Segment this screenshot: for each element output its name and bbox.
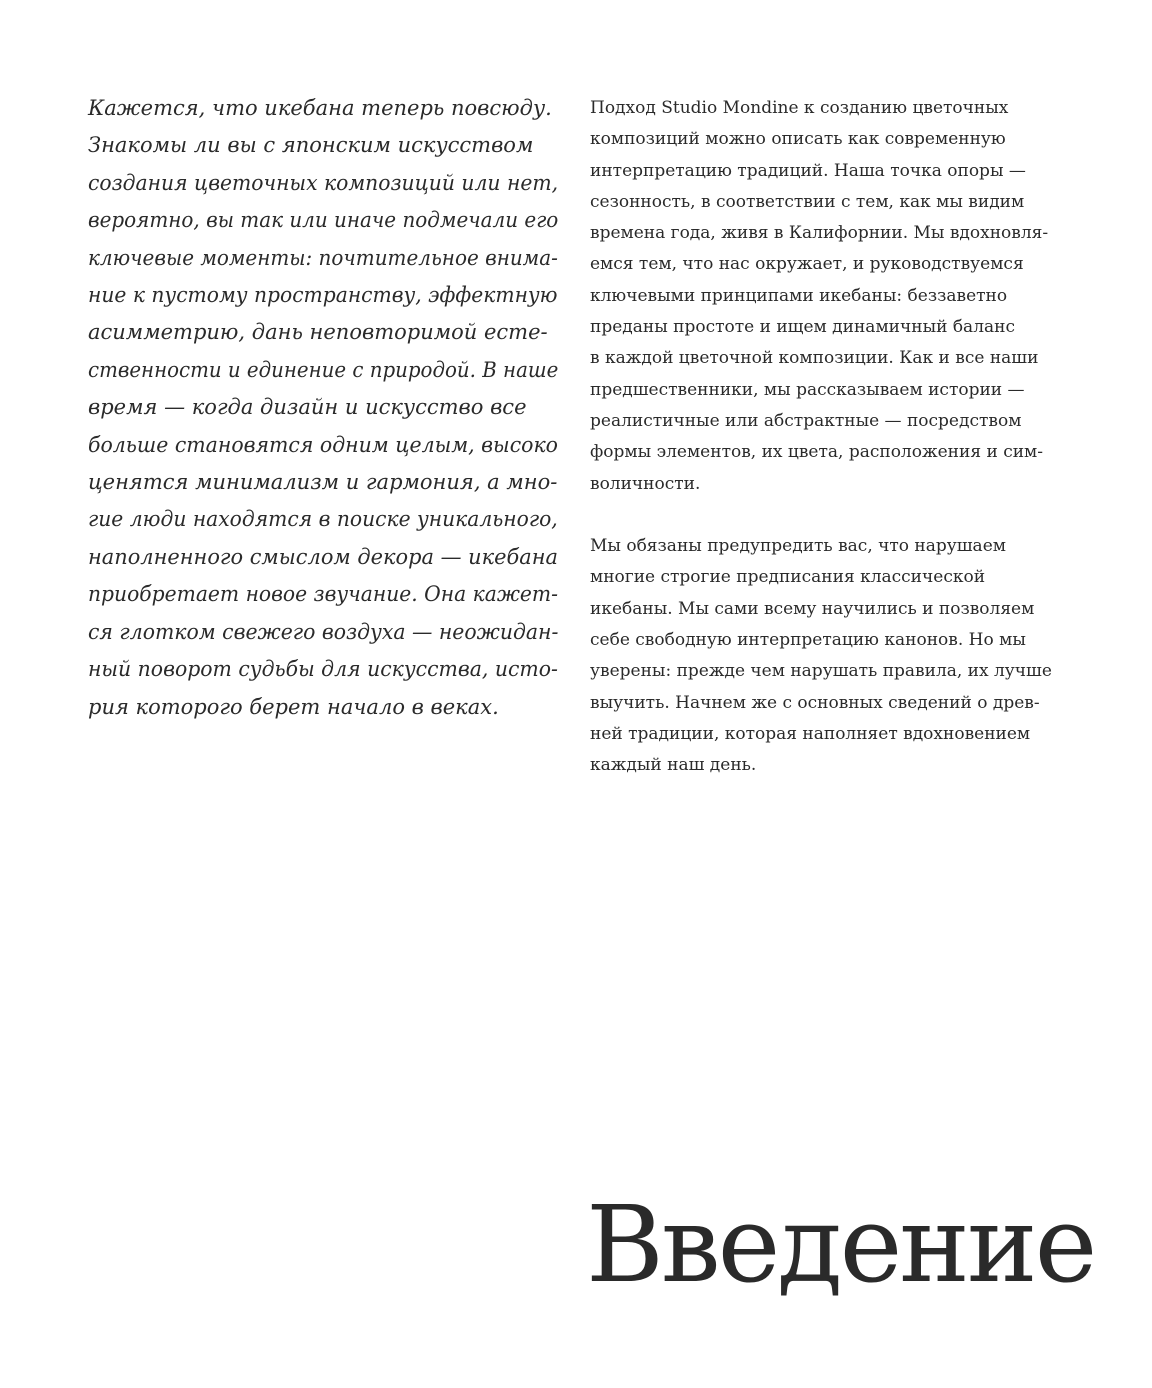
section-title: Введение bbox=[586, 1183, 1095, 1306]
text-line: ключевые моменты: почтительное внима- bbox=[88, 245, 558, 270]
text-line: сезонность, в соответствии с тем, как мы видим bbox=[590, 191, 1025, 212]
text-line: каждый наш день. bbox=[590, 755, 757, 776]
text-line: гие люди находятся в поиске уникального, bbox=[88, 507, 558, 532]
text-line: Знакомы ли вы с японским искусством bbox=[88, 133, 534, 158]
text-line: ся глотком свежего воздуха — неожидан- bbox=[88, 619, 559, 644]
text-line: реалистичные или абстрактные — посредством bbox=[590, 410, 1022, 431]
paragraph-approach bbox=[590, 93, 1060, 500]
text-line: времена года, живя в Калифорнии. Мы вдохновля- bbox=[590, 223, 1049, 244]
text-line: выучить. Начнем же с основных сведений о древ- bbox=[590, 692, 1040, 713]
text-line: ственности и единение с природой. В наше bbox=[88, 357, 559, 382]
text-line: больше становятся одним целым, высоко bbox=[88, 432, 558, 457]
paragraph-spacer bbox=[590, 500, 1060, 531]
intro-italic-column bbox=[88, 90, 558, 726]
text-line: Подход Studio Mondine к созданию цветочных bbox=[590, 98, 1009, 118]
text-line: вероятно, вы так или иначе подмечали его bbox=[88, 208, 559, 233]
text-line: формы элементов, их цвета, расположения и сим- bbox=[590, 442, 1044, 463]
text-line: рия которого берет начало в веках. bbox=[88, 694, 499, 719]
text-line: емся тем, что нас окружает, и руководствуемся bbox=[590, 254, 1024, 275]
text-line: интерпретацию традиций. Наша точка опоры — bbox=[590, 160, 1026, 181]
text-line: ценятся минимализм и гармония, а мно- bbox=[88, 470, 558, 495]
text-line: себе свободную интерпретацию канонов. Но мы bbox=[590, 630, 1026, 651]
text-line: уверены: прежде чем нарушать правила, их лучше bbox=[590, 661, 1052, 682]
text-line: асимметрию, дань неповторимой есте- bbox=[88, 320, 548, 345]
text-line: Кажется, что икебана теперь повсюду. bbox=[88, 96, 552, 120]
body-text-column bbox=[590, 93, 1060, 782]
paragraph-warning bbox=[590, 531, 1060, 781]
text-line: ние к пустому пространству, эффектную bbox=[88, 283, 558, 308]
text-line: наполненного смыслом декора — икебана bbox=[88, 544, 558, 569]
text-line: в каждой цветочной композиции. Как и все наши bbox=[590, 348, 1039, 369]
text-line: ней традиции, которая наполняет вдохновением bbox=[590, 723, 1031, 744]
text-line: время — когда дизайн и искусство все bbox=[88, 395, 527, 420]
text-line: предшественники, мы рассказываем истории — bbox=[590, 379, 1025, 400]
text-line: воличности. bbox=[590, 473, 701, 494]
text-line: многие строгие предписания классической bbox=[590, 567, 986, 588]
text-line: создания цветочных композиций или нет, bbox=[88, 170, 559, 195]
text-line: приобретает новое звучание. Она кажет- bbox=[88, 582, 558, 607]
text-line: Мы обязаны предупредить вас, что нарушаем bbox=[590, 536, 1006, 557]
text-line: икебаны. Мы сами всему научились и позволяем bbox=[590, 598, 1035, 619]
text-line: ключевыми принципами икебаны: беззаветно bbox=[590, 285, 1008, 306]
text-line: ный поворот судьбы для искусства, исто- bbox=[88, 657, 558, 682]
text-line: композиций можно описать как современную bbox=[590, 129, 1006, 150]
text-line: преданы простоте и ищем динамичный баланс bbox=[590, 317, 1015, 338]
